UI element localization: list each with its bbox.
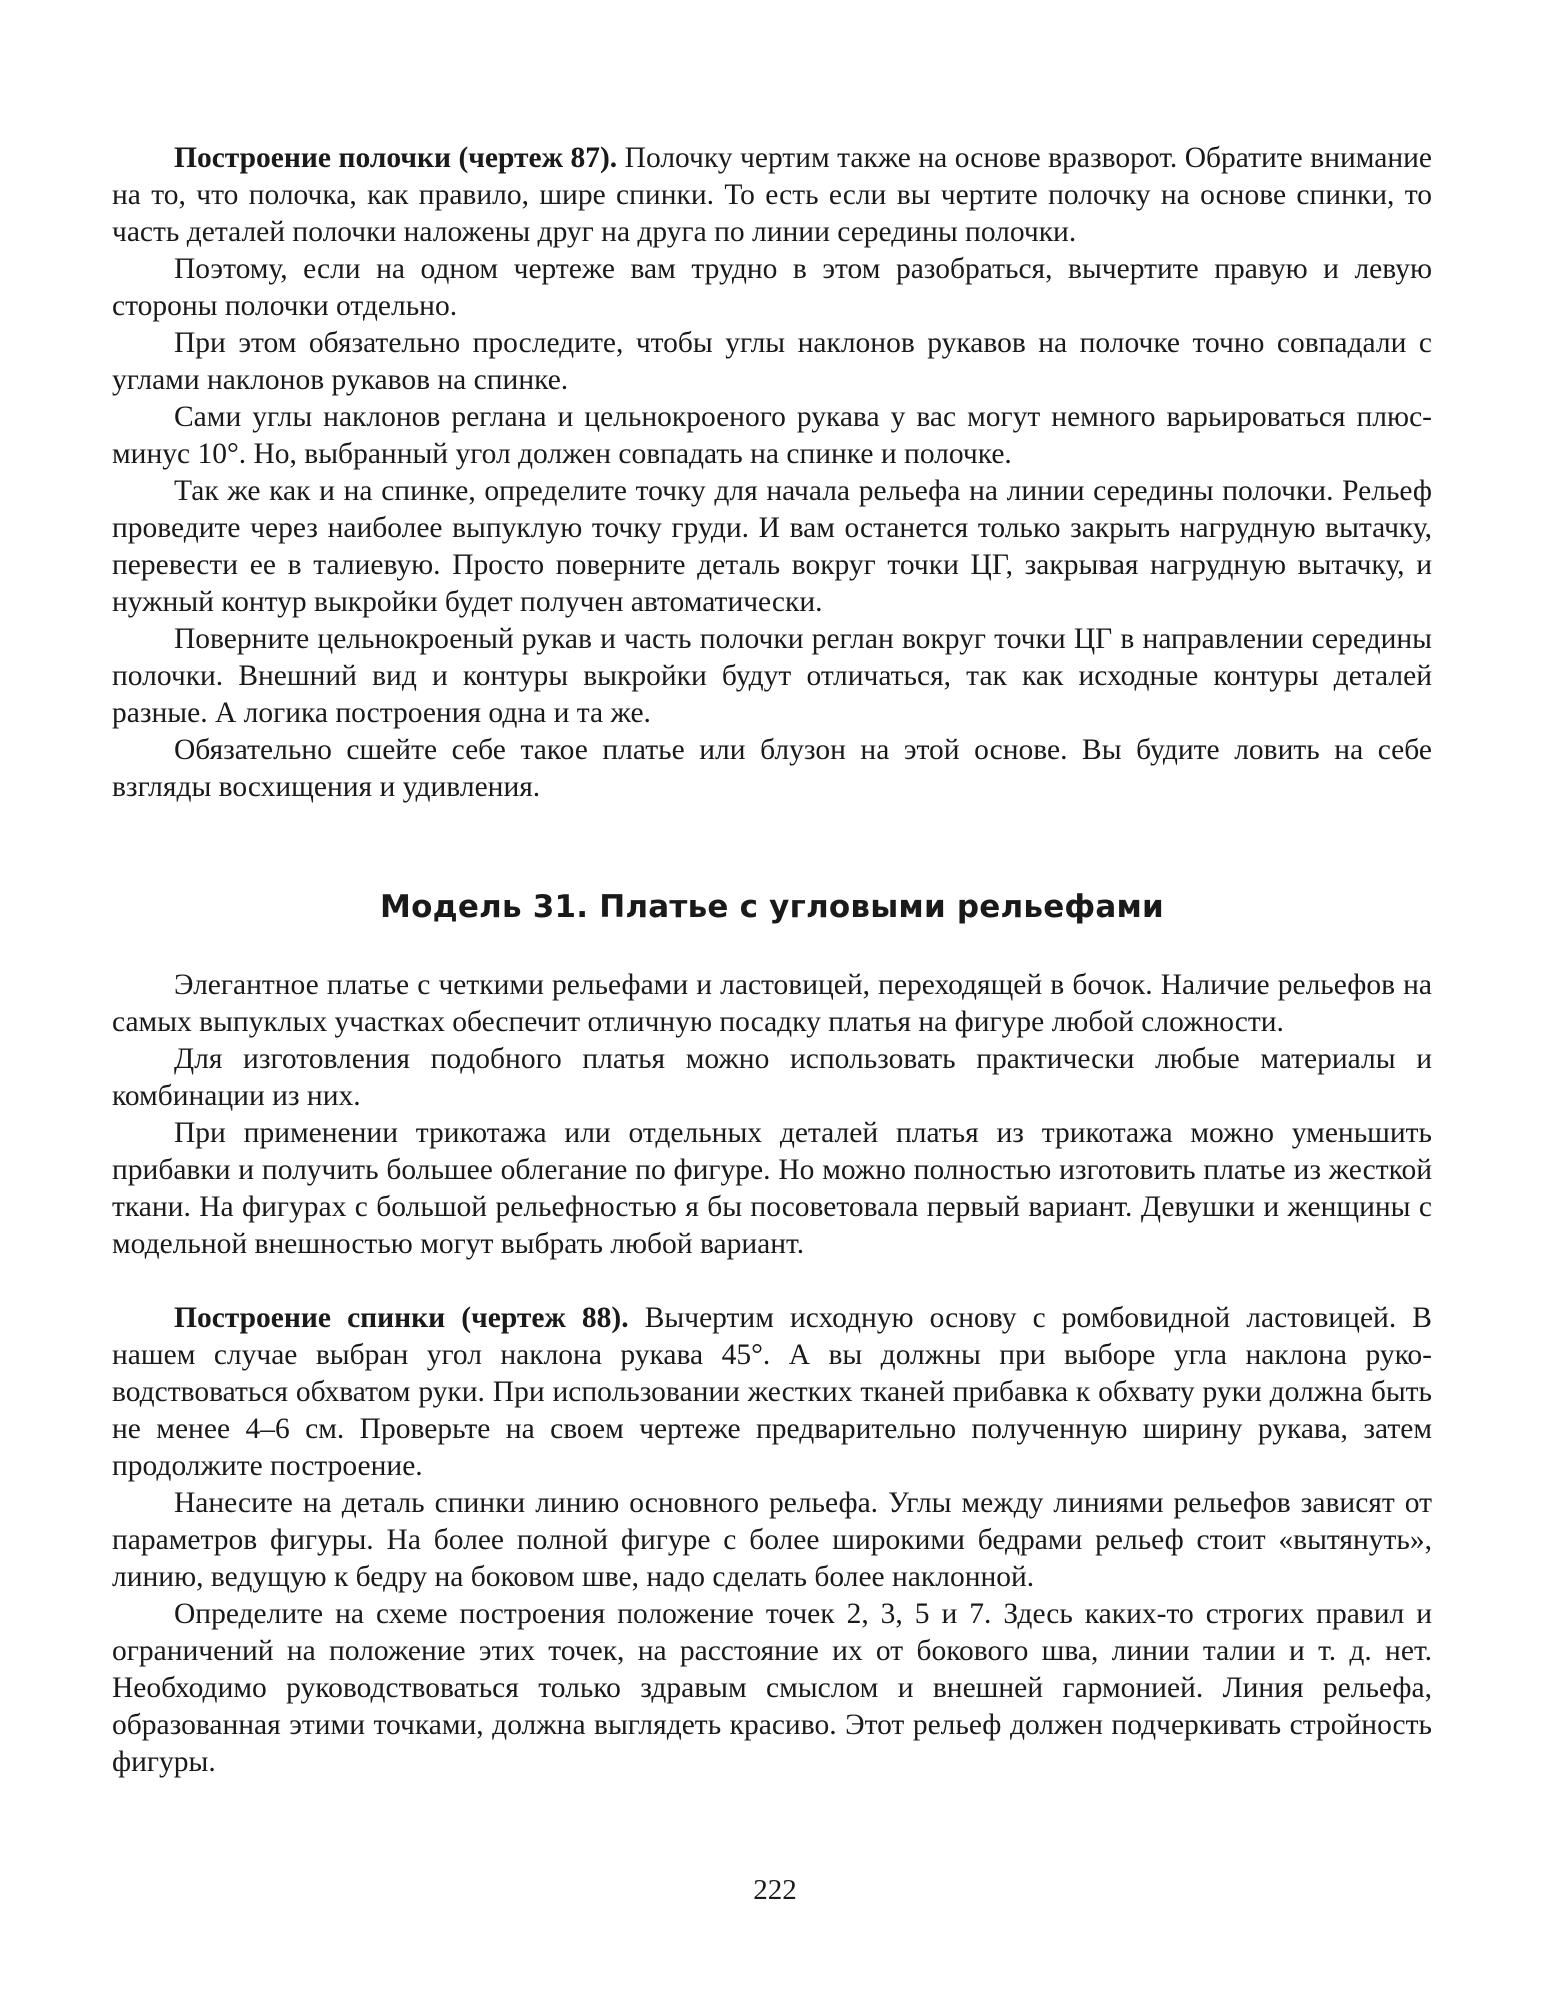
page-content: [112, 140, 1432, 1781]
paragraph-gap: [112, 1263, 1432, 1300]
paragraph-text: Полочку чертим также на основе вразворот. Обратите внимание на то, что полочка, как правило, шире спинки. То есть если вы чертите полочку на основе спинки, то часть деталей полочки наложены друг на друга по линии середины полочки.: [112, 142, 1432, 248]
paragraph: Так же как и на спинке, определите точку для начала рельефа на линии середины полочки. Рельеф проведите через наиболее выпуклую точку груди. И вам останется только закрыть нагрудную вытачку, перевести ее в талиевую. Просто поверните деталь вокруг точки ЦГ, закрывая нагрудную вытачку, и нужный контур выкройки будет получен автоматически.: [112, 475, 1432, 618]
paragraph: Сами углы наклонов реглана и цельнокроеного рукава у вас могут немного варьироваться плюс-минус 10°. Но, выбранный угол должен совпадать на спинке и полочке.: [112, 401, 1432, 470]
paragraph: [112, 1300, 1432, 1485]
paragraph: Для изготовления подобного платья можно использовать практически любые материалы и комбинации из них.: [112, 1043, 1432, 1112]
section-model-description: [112, 967, 1432, 1263]
paragraph: Поверните цельнокроеный рукав и часть полочки реглан вокруг точки ЦГ в направлении середины полочки. Внешний вид и контуры выкройки будут отличаться, так как исходные контуры деталей разные. А логика построения одна и та же.: [112, 623, 1432, 729]
section-heading: Модель 31. Платье с угловыми рельефами: [380, 889, 1164, 925]
section-back-construction: [112, 1300, 1432, 1781]
section-front-construction: [112, 140, 1432, 806]
paragraph: [112, 140, 1432, 251]
paragraph: Элегантное платье с четкими рельефами и ластовицей, переходящей в бочок. Наличие рельефов на самых выпуклых участках обеспечит отличную посадку платья на фигуре любой сложности.: [112, 969, 1432, 1038]
paragraph-lead: Построение полочки (чертеж 87).: [174, 142, 618, 174]
paragraph: Обязательно сшейте себе такое платье или блузон на этой основе. Вы будите ловить на себе взгляды восхищения и удивления.: [112, 734, 1432, 803]
page-number: 222: [753, 1874, 797, 1906]
paragraph-lead: Построение спинки (чертеж 88).: [174, 1302, 629, 1334]
paragraph: При применении трикотажа или отдельных деталей платья из трикотажа можно уменьшить прибавки и получить большее облегание по фигуре. Но можно полностью изготовить платье из жесткой ткани. На фигурах с большой рельефностью я бы посоветовала первый вариант. Девушки и женщины с модельной внешностью могут выбрать любой вариант.: [112, 1117, 1432, 1260]
paragraph: Нанесите на деталь спинки линию основного рельефа. Углы между линиями рельефов зависят от параметров фигуры. На более полной фигуре с более широкими бедрами рельеф стоит «вытянуть», линию, ведущую к бедру на боковом шве, надо сделать более наклонной.: [112, 1487, 1432, 1593]
paragraph: При этом обязательно проследите, чтобы углы наклонов рукавов на полочке точно совпадали с углами наклонов рукавов на спинке.: [112, 327, 1432, 396]
paragraph: Определите на схеме построения положение точек 2, 3, 5 и 7. Здесь каких-то строгих правил и ограничений на положение этих точек, на расстояние их от бокового шва, линии талии и т. д. нет. Необходимо руководствоваться только здравым смыслом и внешней гармонией. Линия рельефа, образованная этими точками, должна выглядеть красиво. Этот рельеф должен подчеркивать стройность фигуры.: [112, 1598, 1432, 1778]
paragraph: Поэтому, если на одном чертеже вам трудно в этом разобраться, вычертите правую и левую стороны полочки отдельно.: [112, 253, 1432, 322]
paragraph-text: Вычертим исходную основу с ромбовидной ластовицей. В нашем случае выбран угол наклона рукава 45°. А вы должны при выборе угла наклона руководствоваться обхватом руки. При использовании жестких тканей прибавка к обхвату руки должна быть не менее 4–6 см. Проверьте на своем чертеже предварительно полученную ширину рукава, затем продолжите построение.: [112, 1302, 1432, 1482]
